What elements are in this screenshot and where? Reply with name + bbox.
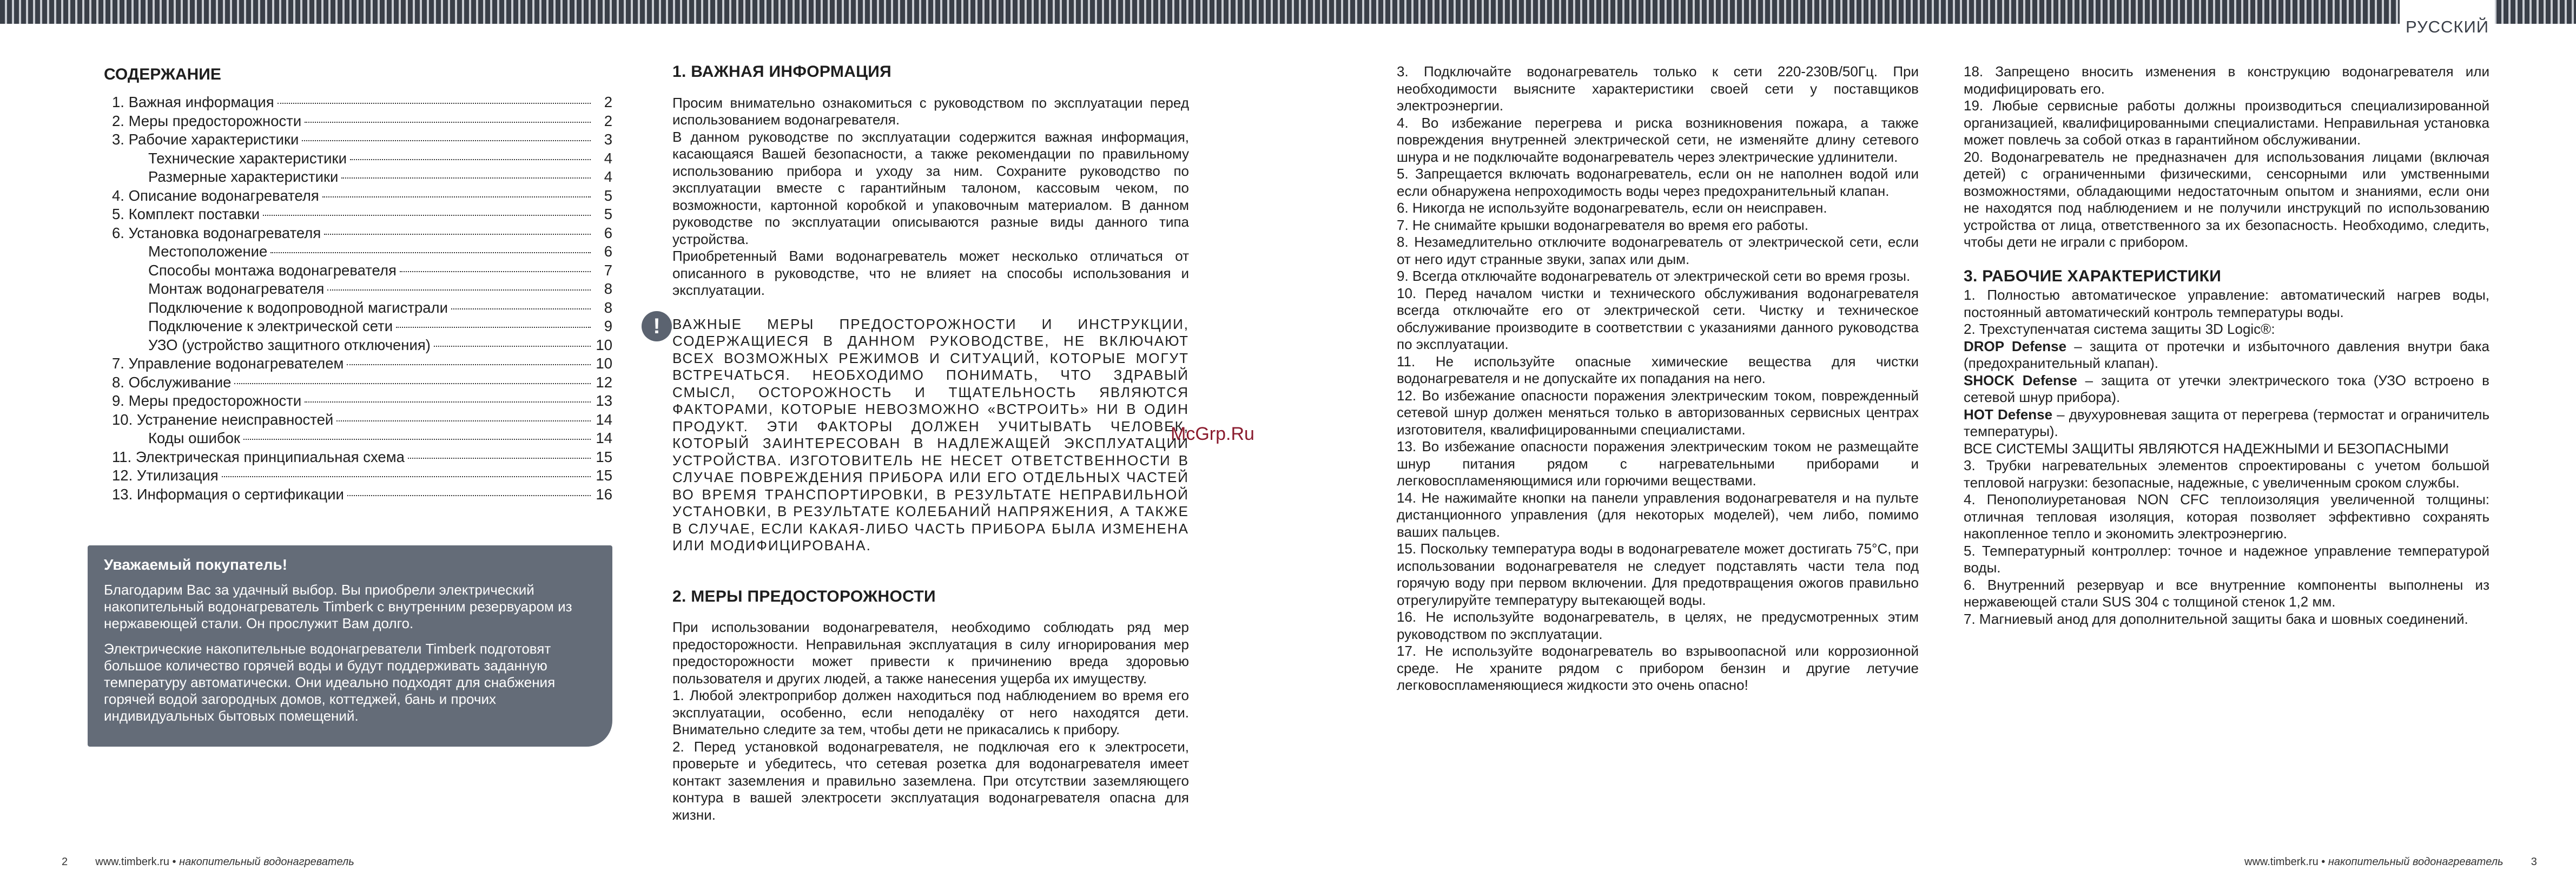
feature-all-systems: ВСЕ СИСТЕМЫ ЗАЩИТЫ ЯВЛЯЮТСЯ НАДЕЖНЫМИ И БЕЗОПАСНЫМИ (1964, 440, 2449, 457)
toc-item-label: Подключение к электрической сети (148, 318, 393, 334)
toc-item-page: 6 (604, 224, 612, 241)
toc-item[interactable] (104, 262, 612, 281)
toc-item-page: 9 (604, 318, 612, 334)
precaution-item-10: 10. Перед началом чистки и технического обслуживания водонагревателя всегда отключайте его от электрической сети. Чистку и техническое обслуживание производите в соответствии с указаниями данного руководства по эксплуатации. (1397, 285, 1919, 352)
toc-item-label: Размерные характеристики (148, 168, 339, 185)
dear-buyer-paragraph-1: Благодарим Вас за удачный выбор. Вы приобрели электрический накопительный водонагреватель Timberk с внутренним резервуаром из нержавеющей стали. Он прослужит Вам долго. (104, 582, 572, 631)
toc-leader-dots (451, 308, 591, 309)
column-precautions-continued (1397, 63, 1919, 694)
warning-exclamation-icon: ! (642, 311, 672, 341)
section-1-paragraph-2: В данном руководстве по эксплуатации содержится важная информация, касающаяся Вашей безопасности, а также рекомендации по правильному использованию прибора и уходу за ним. Сохраните руководство по эксплуатации вместе с гарантийным талоном, кассовым чеком, по возможности, картонной коробкой и упаковочным материалом. В данном руководстве по эксплуатации описываются разные виды данного типа устройства. (672, 128, 1189, 247)
precaution-item-20: 20. Водонагреватель не предназначен для использования лицами (включая детей) с ограниченными физическими, сенсорными или умственными возможностями, обладающими недостаточным опытом и знаниями, если они не находятся под наблюдением и не получили инструкций по использованию устройства от лица, ответственного за их безопасность. Необходимо, следить, чтобы дети не играли с прибором. (1964, 148, 2489, 250)
precaution-item-5: 5. Запрещается включать водонагреватель, если он не наполнен водой или если обнаружена непроходимость воды через предохранительный клапан. (1397, 166, 1919, 199)
toc-item[interactable] (104, 206, 612, 225)
toc-item[interactable] (104, 168, 612, 187)
toc-item-label: УЗО (устройство защитного отключения) (148, 336, 431, 353)
feature-6: 6. Внутренний резервуар и все внутренние компоненты выполнены из нержавеющей стали SUS 304 с толщиной стенок 1,2 мм. (1964, 576, 2489, 610)
language-tab: РУССКИЙ (2400, 0, 2495, 42)
toc-item[interactable] (104, 449, 612, 467)
toc-item-label: 9. Меры предосторожности (112, 392, 302, 409)
toc-item-label: 11. Электрическая принципиальная схема (112, 448, 405, 465)
precaution-item-9: 9. Всегда отключайте водонагреватель от электрической сети во время грозы. (1397, 268, 1911, 284)
precaution-item-16: 16. Не используйте водонагреватель, в целях, не предусмотренных этим руководством по эксплуатации. (1397, 609, 1919, 642)
dear-buyer-title: Уважаемый покупатель! (104, 556, 288, 573)
toc-leader-dots (396, 327, 591, 328)
toc-item-page: 4 (604, 149, 612, 167)
feature-3: 3. Трубки нагревательных элементов спроектированы с учетом большой тепловой нагрузки: безопасные, надежные, с увеличенным сроком службы. (1964, 457, 2489, 491)
toc-item-label: 2. Меры предосторожности (112, 112, 302, 129)
toc-title: СОДЕРЖАНИЕ (104, 65, 221, 83)
toc-item[interactable] (104, 280, 612, 299)
toc-leader-dots (350, 159, 591, 160)
toc-item-page: 15 (596, 467, 612, 484)
toc-leader-dots (305, 122, 591, 123)
toc-item[interactable] (104, 187, 612, 206)
precaution-item-18: 18. Запрещено вносить изменения в конструкцию водонагревателя или модифицировать его. (1964, 63, 2489, 97)
toc-item-page: 2 (604, 112, 612, 129)
feature-7: 7. Магниевый анод для дополнительной защиты бака и шовных соединений. (1964, 610, 2468, 627)
column-important-info (672, 63, 1189, 823)
toc-item-page: 16 (596, 485, 612, 503)
footer-left-site[interactable]: www.timberk.ru (95, 856, 169, 868)
toc-list (104, 94, 612, 504)
toc-item[interactable] (104, 486, 612, 505)
toc-item[interactable] (104, 243, 612, 262)
toc-item[interactable] (104, 337, 612, 355)
toc-item-page: 14 (596, 430, 612, 446)
toc-leader-dots (322, 196, 591, 197)
toc-item-label: 6. Установка водонагревателя (112, 224, 321, 241)
toc-item-label: 12. Утилизация (112, 467, 219, 484)
toc-item-page: 5 (604, 187, 612, 204)
toc-leader-dots (336, 420, 591, 421)
toc-item-label: 5. Комплект поставки (112, 206, 260, 222)
toc-item-label: 8. Обслуживание (112, 373, 232, 391)
section-1-heading: 1. ВАЖНАЯ ИНФОРМАЦИЯ (672, 63, 892, 81)
section-2-item-1: 1. Любой электроприбор должен находиться под наблюдением во время его эксплуатации, особенно, если неподалёку от него находятся дети. Внимательно следите за тем, чтобы дети не прикасались к прибору. (672, 687, 1189, 737)
toc-leader-dots (305, 401, 591, 403)
precaution-item-14: 14. Не нажимайте кнопки на панели управления водонагревателя и на пульте дистанционного управления (для некоторых моделей), чем либо, помимо ваших пальцев. (1397, 489, 1919, 540)
toc-item-label: 1. Важная информация (112, 94, 274, 110)
toc-item-label: Коды ошибок (148, 430, 240, 446)
footer-left-page-number: 2 (62, 856, 68, 868)
footer-left: 2 www.timberk.ru • накопительный водонагреватель (62, 856, 354, 868)
toc-item[interactable] (104, 113, 612, 131)
toc-item-page: 8 (604, 299, 612, 316)
precaution-item-7: 7. Не снимайте крышки водонагревателя во время его работы. (1397, 216, 1808, 233)
section-2-paragraph-1: При использовании водонагревателя, необходимо соблюдать ряд мер предосторожности. Неправильная эксплуатация в силу игнорирования мер предосторожности может привести к причинению вреда здоровью пользователя и других людей, а также нанесения ущерба их имуществу. (672, 619, 1189, 687)
toc-item-page: 7 (604, 261, 612, 279)
toc-item[interactable] (104, 430, 612, 449)
precaution-item-19: 19. Любые сервисные работы должны производиться специализированной организацией, квалифицированными специалистами. Неправильная установка может повлечь за собой отказ в гарантийном обслуживании. (1964, 97, 2489, 148)
toc-item[interactable] (104, 374, 612, 393)
footer-left-subtitle: накопительный водонагреватель (179, 856, 354, 868)
precaution-item-4: 4. Во избежание перегрева и риска возникновения пожара, а также повреждения внутренней электрической сети, не изменяйте длину сетевого шнура и не подключайте водонагреватель через электрические удлинители. (1397, 114, 1919, 165)
top-stripe-decoration (0, 0, 2576, 24)
toc-item[interactable] (104, 411, 612, 430)
precaution-item-6: 6. Никогда не используйте водонагреватель, если он неисправен. (1397, 200, 1827, 216)
toc-item-label: 10. Устранение неисправностей (112, 411, 334, 428)
footer-right-page-number: 3 (2531, 856, 2537, 868)
feature-drop-defense: DROP Defense – защита от протечки и избыточного давления внутри бака (предохранительный клапан). (1964, 338, 2490, 371)
toc-item-page: 10 (596, 355, 612, 372)
precaution-item-15: 15. Поскольку температура воды в водонагревателе может достигать 75°С, при использовании водонагревателя не следует подставлять части тела под горячую воду при первом включении. Для предотвращения ожогов правильно отрегулируйте температуру вытекающей воды. (1397, 541, 1919, 608)
toc-item-label: 4. Описание водонагревателя (112, 187, 319, 204)
toc-leader-dots (222, 476, 591, 477)
toc-item-label: Способы монтажа водонагревателя (148, 261, 397, 279)
footer-right-subtitle: накопительный водонагреватель (2328, 856, 2504, 868)
dear-buyer-box (88, 545, 612, 747)
section-1-paragraph-1: Просим внимательно ознакомиться с руководством по эксплуатации перед использованием водонагревателя. (672, 94, 1189, 128)
toc-item[interactable] (104, 392, 612, 411)
section-1-paragraph-3: Приобретенный Вами водонагреватель может несколько отличаться от описанного в руководстве, что не влияет на способы использования и эксплуатации. (672, 248, 1189, 298)
precaution-item-3: 3. Подключайте водонагреватель только к сети 220-230В/50Гц. При необходимости выясните характеристики своей сети у поставщиков электроэнергии. (1397, 63, 1919, 114)
toc-item-page: 2 (604, 94, 612, 110)
toc-item[interactable] (104, 131, 612, 150)
feature-1: 1. Полностью автоматическое управление: автоматический нагрев воды, постоянный автоматический контроль температуры воды. (1964, 287, 2489, 320)
toc-item-page: 8 (604, 280, 612, 297)
section-3-heading: 3. РАБОЧИЕ ХАРАКТЕРИСТИКИ (1964, 267, 2222, 285)
toc-item-label: 3. Рабочие характеристики (112, 131, 299, 148)
toc-item-page: 13 (596, 392, 612, 409)
dear-buyer-paragraph-2: Электрические накопительные водонагреватели Timberk подготовят большое количество горячей воды и будут поддерживать заданную температуру автоматически. Они идеально подходят для снабжения горячей водой загородных домов, коттеджей, бань и прочих индивидуальных бытовых помещений. (104, 641, 556, 724)
toc-leader-dots (263, 215, 591, 216)
toc-item-page: 14 (596, 411, 612, 428)
feature-5: 5. Температурный контроллер: точное и надежное управление температурой воды. (1964, 542, 2489, 576)
feature-hot-defense: HOT Defense – двухуровневая защита от перегрева (термостат и ограничитель температуры). (1964, 406, 2490, 439)
toc-item-page: 5 (604, 206, 612, 222)
precaution-item-17: 17. Не используйте водонагреватель во взрывоопасной или коррозионной среде. Не храните рядом с прибором бензин и другие летучие легковоспламеняющиеся жидкости это очень опасно! (1397, 643, 1919, 693)
toc-leader-dots (327, 289, 591, 291)
toc-item-page: 6 (604, 243, 612, 260)
toc-item-label: Подключение к водопроводной магистрали (148, 299, 448, 316)
precaution-item-11: 11. Не используйте опасные химические вещества для чистки водонагревателя и не допускайте их попадания на него. (1397, 353, 1919, 386)
toc-item-page: 15 (596, 448, 612, 465)
toc-leader-dots (408, 458, 591, 459)
warning-paragraph: ВАЖНЫЕ МЕРЫ ПРЕДОСТОРОЖНОСТИ И ИНСТРУКЦИИ, СОДЕРЖАЩИЕСЯ В ДАННОМ РУКОВОДСТВЕ, НЕ ВКЛЮЧАЮТ ВСЕХ ВОЗМОЖНЫХ РЕЖИМОВ И СИТУАЦИЙ, КОТОРЫЕ МОГУТ ВСТРЕЧАТЬСЯ. НЕОБХОДИМО ПОНИМАТЬ, ЧТО ЗДРАВЫЙ СМЫСЛ, ОСТОРОЖНОСТЬ И ТЩАТЕЛЬНОСТЬ ЯВЛЯЮТСЯ ФАКТОРАМИ, КОТОРЫЕ НЕВОЗМОЖНО «ВСТРОИТЬ» НИ В ОДИН ПРОДУКТ. ЭТИ ФАКТОРЫ ДОЛЖЕН УЧИТЫВАТЬ ЧЕЛОВЕК, КОТОРЫЙ ЗАИНТЕРЕСОВАН В НАДЛЕЖАЩЕЙ ЭКСПЛУАТАЦИИ УСТРОЙСТВА. ИЗГОТОВИТЕЛЬ НЕ НЕСЕТ ОТВЕТСТВЕННОСТИ В СЛУЧАЕ ПОВРЕЖДЕНИЯ ПРИБОРА ИЛИ ЕГО ОТДЕЛЬНЫХ ЧАСТЕЙ ВО ВРЕМЯ ТРАНСПОРТИРОВКИ, В РЕЗУЛЬТАТЕ НЕПРАВИЛЬНОЙ УСТАНОВКИ, В РЕЗУЛЬТАТЕ КОЛЕБАНИЙ НАПРЯЖЕНИЯ, А ТАКЖЕ В СЛУЧАЕ, ЕСЛИ КАКАЯ-ЛИБО ЧАСТЬ ПРИБОРА БЫЛА ИЗМЕНЕНА ИЛИ МОДИФИЦИРОВАНА. (672, 315, 1189, 553)
toc-item[interactable] (104, 94, 612, 113)
toc-item-page: 12 (596, 373, 612, 391)
watermark-text: McGrp.Ru (1171, 424, 1254, 444)
feature-shock-defense: SHOCK Defense – защита от утечки электрического тока (УЗО встроено в сетевой шнур прибора). (1964, 372, 2489, 405)
toc-item-page: 3 (604, 131, 612, 148)
toc-leader-dots (302, 140, 591, 141)
precaution-item-8: 8. Незамедлительно отключите водонагреватель от электрической сети, если от него идут странные звуки, запах или дым. (1397, 234, 1919, 267)
precaution-item-12: 12. Во избежание опасности поражения электрическим током, поврежденный сетевой шнур должен меняться только в авторизованных сервисных центрах изготовителя, квалифицированными специалистами. (1397, 387, 1919, 438)
toc-leader-dots (324, 234, 591, 235)
toc-leader-dots (243, 439, 591, 440)
toc-leader-dots (341, 177, 591, 179)
toc-item-label: 7. Управление водонагревателем (112, 355, 344, 372)
toc-leader-dots (400, 271, 591, 272)
toc-item-label: Технические характеристики (148, 149, 347, 167)
toc-item-page: 10 (596, 336, 612, 353)
toc-leader-dots (347, 364, 591, 365)
toc-item-page: 4 (604, 168, 612, 185)
toc-item-label: 13. Информация о сертификации (112, 485, 344, 503)
toc-item-label: Местоположение (148, 243, 268, 260)
toc-item[interactable] (104, 467, 612, 486)
toc-item[interactable] (104, 299, 612, 318)
table-of-contents (104, 65, 612, 504)
toc-item-label: Монтаж водонагревателя (148, 280, 325, 297)
footer-right: www.timberk.ru • накопительный водонагреватель 3 (2244, 856, 2537, 868)
column-characteristics (1964, 63, 2489, 628)
section-2-item-2: 2. Перед установкой водонагревателя, не подключая его к электросети, проверьте и убедитесь, что сетевая розетка для водонагревателя имеет контакт заземления и правильно заземлена. При отсутствии заземляющего контура в вашей электросети эксплуатация водонагревателя опасна для жизни. (672, 738, 1189, 823)
footer-right-site[interactable]: www.timberk.ru (2244, 856, 2319, 868)
toc-item[interactable] (104, 318, 612, 337)
section-2-heading: 2. МЕРЫ ПРЕДОСТОРОЖНОСТИ (672, 587, 936, 605)
toc-item[interactable] (104, 150, 612, 169)
toc-leader-dots (434, 346, 591, 347)
feature-2: 2. Трехступенчатая система защиты 3D Logic®: (1964, 321, 2275, 337)
toc-leader-dots (347, 495, 591, 496)
precaution-item-13: 13. Во избежание опасности поражения электрическим током не размещайте шнур питания рядом с нагревательными приборами и легковоспламеняющимися или горючими веществами. (1397, 438, 1919, 489)
feature-4: 4. Пенополиуретановая NON CFC теплоизоляция увеличенной толщины: отличная тепловая изоляция, которая позволяет эффективно сохранять накопленное тепло и экономить электроэнергию. (1964, 491, 2489, 542)
toc-leader-dots (234, 383, 591, 384)
toc-item[interactable] (104, 355, 612, 374)
toc-leader-dots (270, 252, 591, 253)
toc-leader-dots (278, 103, 591, 104)
toc-item[interactable] (104, 225, 612, 243)
